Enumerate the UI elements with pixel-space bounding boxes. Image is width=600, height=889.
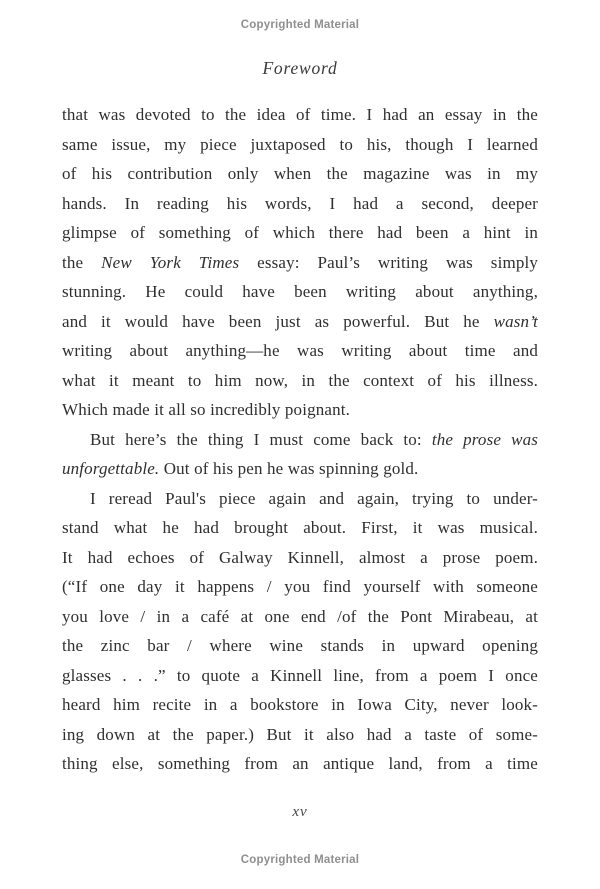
body-line	[62, 484, 538, 514]
body-text-segment: you love / in a café at one end /of the Pont Mirabeau, at	[62, 606, 538, 626]
body-text-segment: writing about anything—he was writing about time and	[62, 341, 538, 360]
body-line	[62, 454, 538, 484]
body-line	[62, 159, 538, 189]
body-text-segment: the zinc bar / where wine stands in upward opening	[62, 636, 538, 655]
body-line	[62, 336, 538, 366]
body-text-segment: Which made it all so incredibly poignant.	[62, 400, 350, 419]
body-text-segment: that was devoted to the idea of time. I had an essay in the	[62, 105, 538, 124]
body-text-italic-segment: the prose was	[431, 429, 538, 449]
body-text-segment: the	[62, 252, 102, 272]
body-line	[62, 572, 538, 602]
body-line	[62, 277, 538, 307]
body-line	[62, 218, 538, 248]
body-line	[62, 130, 538, 160]
body-text-segment: and it would have been just as powerful. But he	[62, 311, 494, 331]
body-text-segment: Out of his pen he was spinning gold.	[159, 459, 419, 478]
body-line	[62, 661, 538, 691]
body-line	[62, 513, 538, 543]
body-line	[62, 602, 538, 632]
body-text-segment: essay: Paul’s writing was simply	[239, 252, 538, 272]
body-text-segment: It had echoes of Galway Kinnell, almost a prose poem.	[62, 547, 538, 567]
body-text-segment: glimpse of something of which there had been a hint in	[62, 223, 538, 242]
body-text-segment: what it meant to him now, in the context of his illness.	[62, 370, 538, 390]
body-line	[62, 395, 538, 425]
body-line	[62, 543, 538, 573]
copyright-notice-bottom: Copyrighted Material	[240, 854, 360, 866]
body-line	[62, 248, 538, 278]
body-line	[62, 189, 538, 219]
body-line	[62, 690, 538, 720]
body-text-segment: But here’s the thing I must come back to:	[90, 429, 432, 449]
body-text-italic-segment: New York Times	[101, 252, 240, 272]
body-text	[62, 100, 538, 779]
body-text-segment: glasses . . .” to quote a Kinnell line, from a poem I once	[62, 665, 538, 685]
body-text-italic-segment: unforgettable.	[62, 459, 160, 478]
body-line	[62, 366, 538, 396]
body-line	[62, 307, 538, 337]
body-text-segment: stunning. He could have been writing about anything,	[62, 282, 538, 301]
body-line	[62, 749, 538, 779]
body-text-segment: same issue, my piece juxtaposed to his, though I learned	[62, 134, 538, 154]
body-line	[62, 720, 538, 750]
page-number: xv	[292, 804, 308, 820]
body-text-segment: heard him recite in a bookstore in Iowa City, never look-	[62, 695, 538, 714]
body-text-segment: stand what he had brought about. First, it was musical.	[62, 518, 538, 537]
body-text-segment: (“If one day it happens / you find yourself with someone	[62, 577, 538, 596]
body-text-segment: hands. In reading his words, I had a second, deeper	[62, 193, 538, 213]
body-text-segment: ing down at the paper.) But it also had a taste of some-	[62, 724, 538, 744]
copyright-notice-top: Copyrighted Material	[240, 19, 360, 31]
body-text-segment: of his contribution only when the magazine was in my	[62, 164, 538, 183]
body-text-segment: I reread Paul's piece again and again, trying to under-	[90, 488, 538, 508]
body-text-italic-segment: wasn’t	[493, 311, 538, 331]
body-text-segment: thing else, something from an antique land, from a time	[62, 754, 538, 773]
body-line	[62, 100, 538, 130]
body-line	[62, 425, 538, 455]
body-line	[62, 631, 538, 661]
foreword-heading: Foreword	[262, 58, 338, 78]
